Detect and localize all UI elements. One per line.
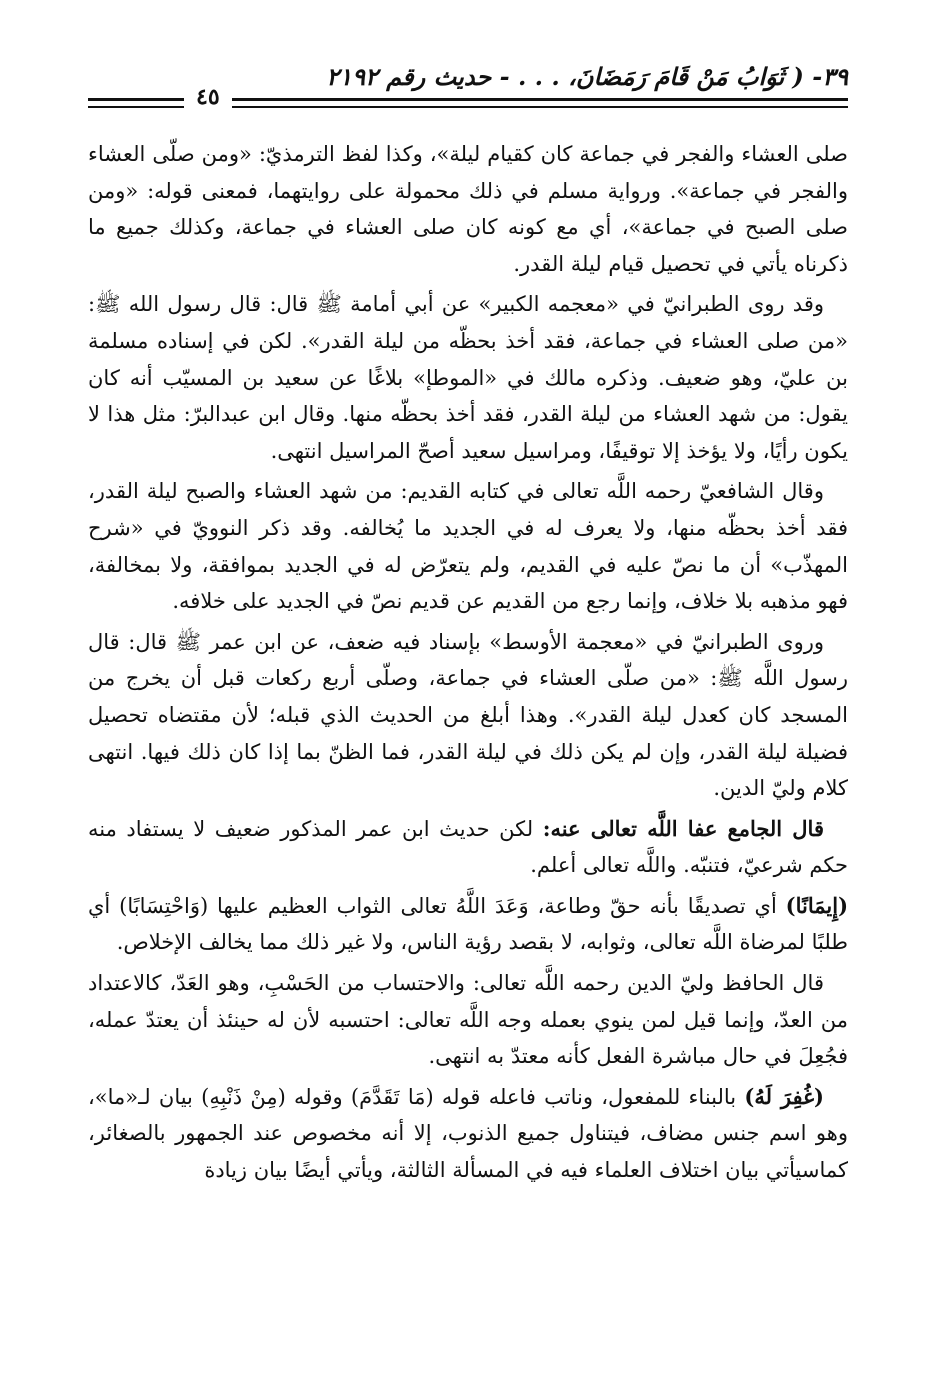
- page-number: ٤٥: [184, 84, 232, 110]
- paragraph-text: قال الحافظ وليّ الدين رحمه اللَّه تعالى: والاحتساب من الحَسْبِ، وهو العَدّ، كالاعتداد من العدّ، وإنما قيل لمن ينوي بعمله وجه اللَّه تعالى: احتسبه لأن له حينئذ أن يعتدّ عمله، فجُعِلَ في حال مباشرة الفعل كأنه معتدّ به انتهى.: [88, 971, 848, 1069]
- paragraph-text: صلى العشاء والفجر في جماعة كان كقيام ليلة»، وكذا لفظ الترمذيّ: «ومن صلّى العشاء والفجر في جماعة». ورواية مسلم في ذلك محمولة على روايتهما، فمعنى قوله: «ومن صلى الصبح في جماعة»، أي مع كونه كان صلى العشاء في جماعة، وكذلك جميع ما ذكرناه يأتي في تحصيل قيام ليلة القدر.: [88, 142, 848, 276]
- paragraph-lead: قال الجامع عفا اللَّه تعالى عنه:: [542, 815, 824, 841]
- paragraph: [88, 624, 848, 807]
- paragraph-text: بالبناء للمفعول، وناتب فاعله قوله (مَا تَقَدَّمَ) وقوله (مِنْ ذَنْبِهِ) بيان لـ«ما»، وهو اسم جنس مضاف، فيتناول جميع الذنوب، إلا أنه مخصوص عند الجمهور بالصغائر، كماسيأتي بيان اختلاف العلماء فيه في المسألة الثالثة، ويأتي أيضًا بيان زيادة: [88, 1084, 848, 1183]
- paragraph: [88, 473, 848, 619]
- paragraph: [88, 1079, 848, 1189]
- paragraph-text: وقد روى الطبرانيّ في «معجمه الكبير» عن أبي أمامة ﷺ قال: قال رسول الله ﷺ: «من صلى العشاء في جماعة، فقد أخذ بحظّه من ليلة القدر». لكن في إسناده مسلمة بن عليّ، وهو ضعيف. وذكره مالك في «الموطإ» بلاغًا عن سعيد بن المسيّب أنه كان يقول: من شهد العشاء من ليلة القدر، فقد أخذ بحظّه منها. وقال ابن عبدالبرّ: مثل هذا لا يكون رأيًا، ولا يؤخذ إلا توقيفًا، ومراسيل سعيد أصحّ المراسيل انتهى.: [88, 292, 848, 463]
- paragraph-text: وروى الطبرانيّ في «معجمة الأوسط» بإسناد فيه ضعف، عن ابن عمر ﷺ قال: قال رسول اللَّه ﷺ: «من صلّى العشاء في جماعة، وصلّى أربع ركعات قبل أن يخرج من المسجد كان كعدل ليلة القدر». وهذا أبلغ من الحديث الذي قبله؛ لأن مقتضاه تحصيل فضيلة ليلة القدر، وإن لم يكن ذلك في ليلة القدر، فما الظنّ بما إذا كان ذلك فيها. انتهى كلام وليّ الدين.: [88, 629, 848, 801]
- paragraph: [88, 811, 848, 884]
- running-title: ٣٩- ( ثَوَابُ مَنْ قَامَ رَمَضَانَ، . . . - حديث رقم ٢١٩٢: [326, 62, 848, 91]
- paragraph: [88, 888, 848, 961]
- body-text: [88, 136, 848, 1193]
- paragraph-lead: (غُفِرَ لَهُ): [744, 1083, 824, 1109]
- page-header: [88, 48, 848, 118]
- paragraph-text: وقال الشافعيّ رحمه اللَّه تعالى في كتابه القديم: من شهد العشاء والصبح ليلة القدر، فقد أخذ بحظّه منها، ولا يعرف له في الجديد ما يُخالفه. وقد ذكر النوويّ في «شرح المهذّب» أن ما نصّ عليه في القديم، ولم يتعرّض له في الجديد بموافقة، ولا بمخالفة، فهو مذهبه بلا خلاف، وإنما رجع من القديم عن قديم نصّ في الجديد على خلافه.: [88, 479, 848, 614]
- paragraph: [88, 286, 848, 469]
- paragraph: [88, 965, 848, 1075]
- paragraph-text: أي تصديقًا بأنه حقّ وطاعة، وَعَدَ اللَّهُ تعالى الثواب العظيم عليها (وَاحْتِسَابًا) أي طلبًا لمرضاة اللَّه تعالى، وثوابه، لا بقصد رؤية الناس، ولا غير ذلك مما يخالف الإخلاص.: [88, 893, 848, 955]
- paragraph-text: لكن حديث ابن عمر المذكور ضعيف لا يستفاد منه حكم شرعيّ، فتنبّه. واللَّه تعالى أعلم.: [88, 816, 848, 878]
- paragraph: [88, 136, 848, 282]
- paragraph-lead: (إِيمَانًا): [785, 892, 849, 918]
